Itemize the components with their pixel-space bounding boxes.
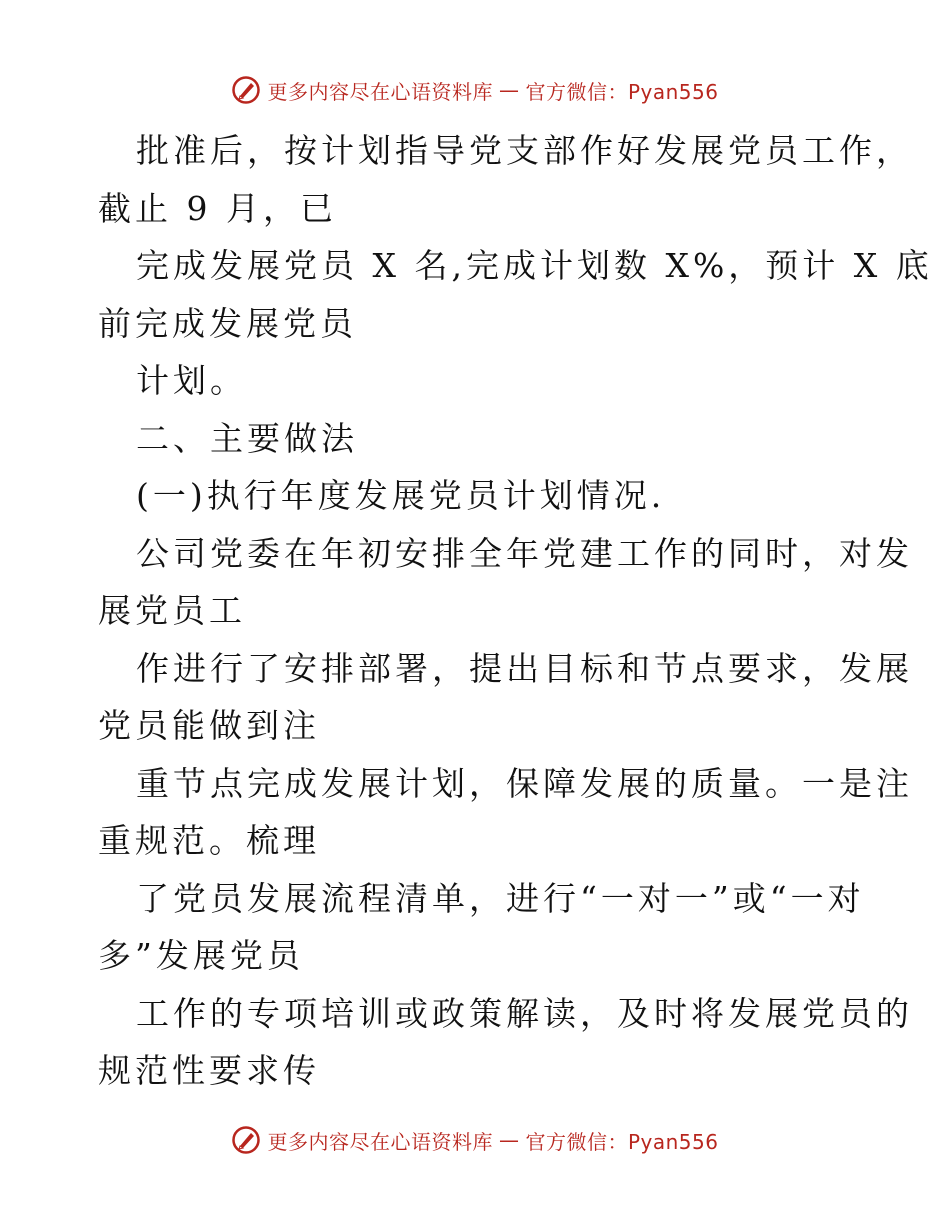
section-heading: 二、主要做法 xyxy=(136,418,358,458)
paragraph-line: 多”发展党员 xyxy=(98,936,304,975)
paragraph-line: 计划。 xyxy=(136,361,247,400)
paragraph-line: 前完成发展党员 xyxy=(98,303,357,343)
watermark-site: 更多内容尽在心语资料库 xyxy=(267,79,493,104)
header-watermark xyxy=(0,72,950,108)
paragraph-line: 展党员工 xyxy=(98,591,246,630)
paragraph-line: 批准后，按计划指导党支部作好发展党员工作， xyxy=(136,131,913,170)
subsection-heading: (一)执行年度发展党员计划情况. xyxy=(136,476,666,515)
paragraph-line: 重节点完成发展计划，保障发展的质量。一是注 xyxy=(136,763,913,803)
pen-logo-icon xyxy=(231,1125,261,1155)
paragraph-line: 党员能做到注 xyxy=(98,706,320,745)
paragraph-line: 规范性要求传 xyxy=(98,1051,320,1090)
watermark-site: 更多内容尽在心语资料库 xyxy=(267,1129,493,1154)
watermark-separator: — xyxy=(498,78,520,102)
document-body xyxy=(98,122,933,1100)
pen-logo-icon xyxy=(231,75,261,105)
paragraph-line: 完成发展党员 X 名,完成计划数 X%，预计 X 底 xyxy=(136,246,933,285)
watermark xyxy=(231,1125,718,1155)
watermark-separator: — xyxy=(498,1128,520,1152)
watermark-wechat: 官方微信：Pyan556 xyxy=(525,79,719,104)
paragraph-line: 重规范。梳理 xyxy=(98,821,320,860)
paragraph-line: 截止 9 月，已 xyxy=(98,188,337,228)
paragraph-line: 了党员发展流程清单，进行“一对一”或“一对 xyxy=(136,878,865,918)
paragraph-line: 作进行了安排部署，提出目标和节点要求，发展 xyxy=(136,648,913,688)
watermark xyxy=(231,75,718,105)
paragraph-line: 工作的专项培训或政策解读，及时将发展党员的 xyxy=(136,993,913,1033)
paragraph-line: 公司党委在年初安排全年党建工作的同时，对发 xyxy=(136,533,913,573)
footer-watermark xyxy=(0,1122,950,1158)
watermark-wechat: 官方微信：Pyan556 xyxy=(525,1129,719,1154)
